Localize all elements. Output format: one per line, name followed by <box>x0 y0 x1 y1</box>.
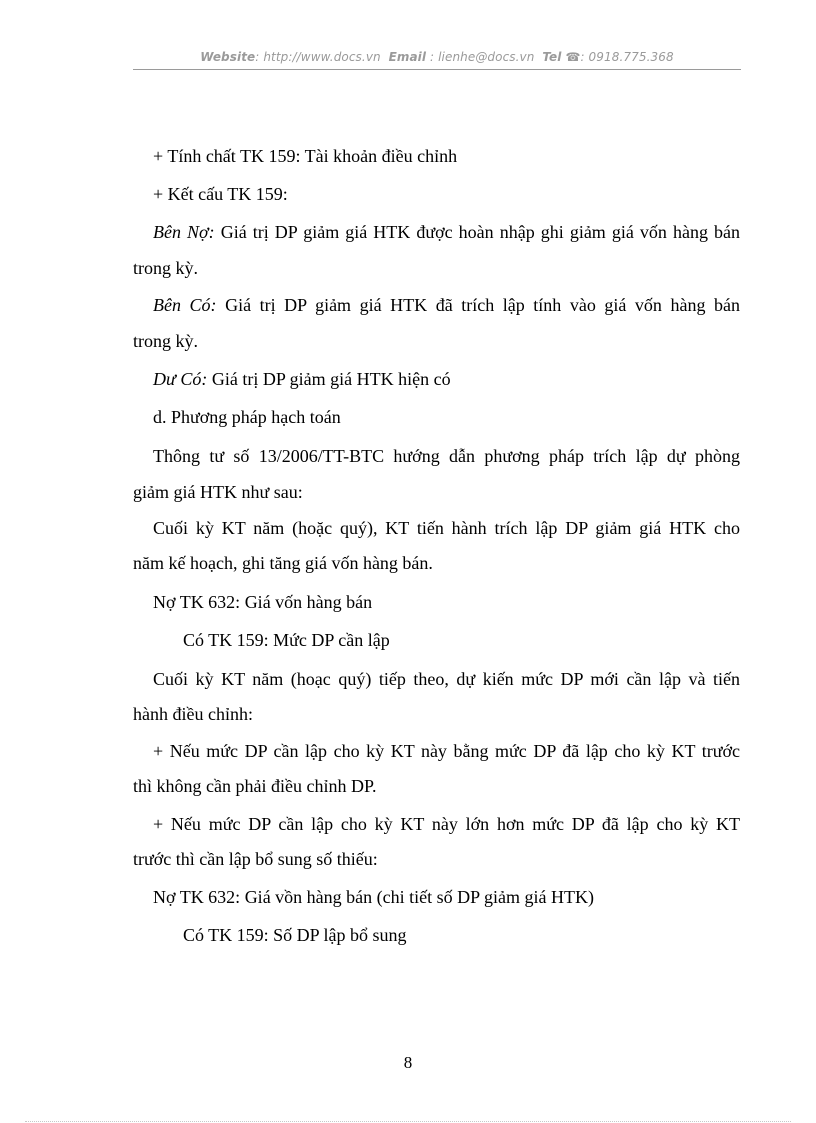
entry-no-tk-632: Nợ TK 632: Giá vốn hàng bán <box>153 592 373 612</box>
entry-no-tk-632-bo-sung: Nợ TK 632: Giá vồn hàng bán (chi tiết số DP giảm giá HTK) <box>153 887 594 907</box>
paragraph-ket-cau: + Kết cấu TK 159: <box>153 184 288 204</box>
paragraph-neu-lon-hon: + Nếu mức DP cần lập cho kỳ KT này lớn hơn mức DP đã lập cho kỳ KT <box>153 814 740 834</box>
tel-value: : 0918.775.368 <box>580 50 674 64</box>
text-ben-no: Giá trị DP giảm giá HTK được hoàn nhập ghi giảm giá vốn hàng bán <box>214 222 740 242</box>
header-rule <box>133 69 741 70</box>
paragraph-cuoi-ky: Cuối kỳ KT năm (hoặc quý), KT tiến hành trích lập DP giảm giá HTK cho <box>153 518 740 538</box>
entry-co-tk-159-bo-sung: Có TK 159: Số DP lập bổ sung <box>183 925 407 945</box>
label-ben-co: Bên Có: <box>153 295 217 315</box>
paragraph-tinh-chat: + Tính chất TK 159: Tài khoản điều chỉnh <box>153 146 458 166</box>
tel-label: Tel <box>542 50 562 64</box>
paragraph-thong-tu: Thông tư số 13/2006/TT-BTC hướng dẫn phương pháp trích lập dự phòng <box>153 446 740 466</box>
label-du-co: Dư Có: <box>153 369 208 389</box>
text-ben-co: Giá trị DP giảm giá HTK đã trích lập tính vào giá vốn hàng bán <box>216 295 741 315</box>
email-value: : lienhe@docs.vn <box>430 50 535 64</box>
entry-co-tk-159: Có TK 159: Mức DP cần lập <box>183 630 390 650</box>
paragraph-ben-no-cont: trong kỳ. <box>133 258 198 278</box>
paragraph-cuoi-ky-cont: năm kế hoạch, ghi tăng giá vốn hàng bán. <box>133 553 433 573</box>
page-bottom-border <box>25 1121 791 1122</box>
paragraph-ben-co <box>133 294 740 316</box>
paragraph-neu-bang-cont: thì không cần phải điều chỉnh DP. <box>133 776 377 796</box>
paragraph-neu-bang: + Nếu mức DP cần lập cho kỳ KT này bằng mức DP đã lập cho kỳ KT trước <box>153 741 740 761</box>
paragraph-ben-co-cont: trong kỳ. <box>133 331 198 351</box>
label-ben-no: Bên Nợ: <box>153 222 215 242</box>
website-label: Website <box>200 50 256 64</box>
page-number: 8 <box>403 1053 413 1072</box>
paragraph-cuoi-ky-tiep-cont: hành điều chỉnh: <box>133 704 253 724</box>
page-header <box>133 50 741 64</box>
paragraph-thong-tu-cont: giảm giá HTK như sau: <box>133 482 303 502</box>
paragraph-ben-no <box>133 221 740 243</box>
paragraph-cuoi-ky-tiep: Cuối kỳ KT năm (hoạc quý) tiếp theo, dự kiến mức DP mới cần lập và tiến <box>153 669 740 689</box>
text-du-co: Giá trị DP giảm giá HTK hiện có <box>207 369 451 389</box>
paragraph-du-co <box>153 368 451 390</box>
section-heading: d. Phương pháp hạch toán <box>153 407 341 427</box>
phone-icon: ☎ <box>565 50 581 64</box>
website-value: : http://www.docs.vn <box>255 50 381 64</box>
email-label: Email <box>388 50 427 64</box>
paragraph-neu-lon-hon-cont: trước thì cần lập bổ sung số thiếu: <box>133 849 378 869</box>
